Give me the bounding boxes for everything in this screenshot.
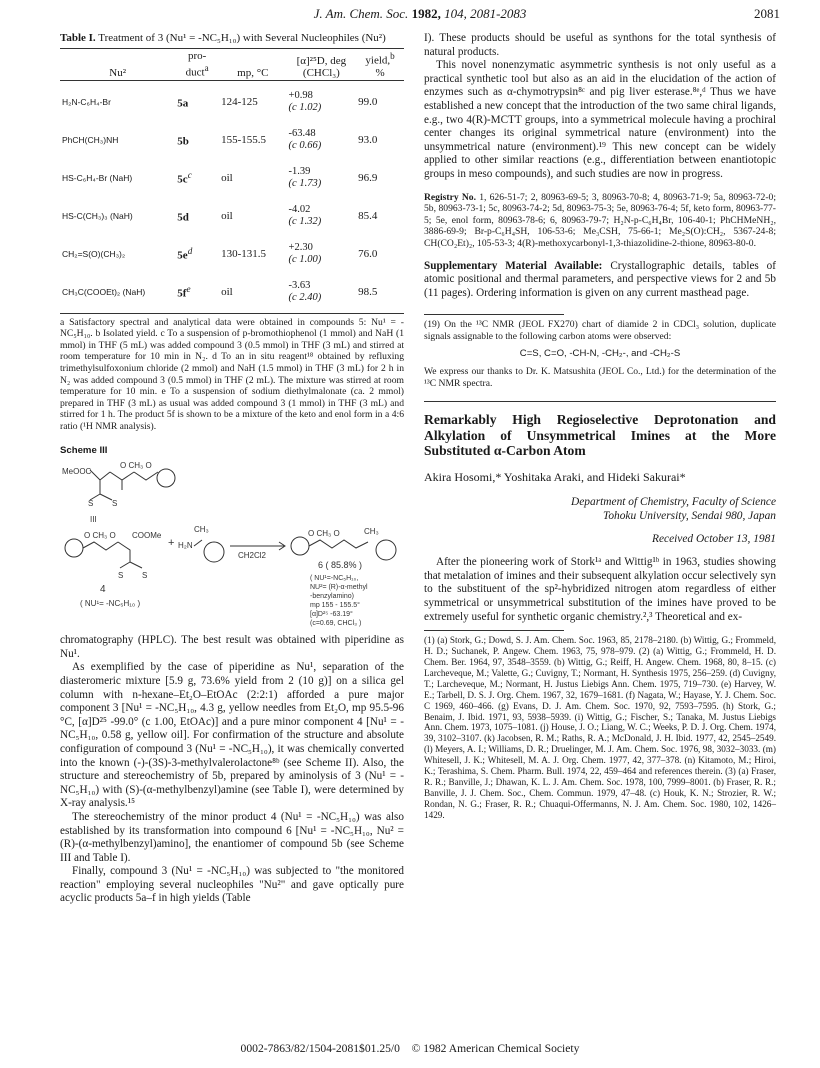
table-row [60,121,404,159]
nucleophile-structure: HS-C₆H₄-Br (NaH) [62,172,133,183]
product-id: $5c^c$ [177,169,192,186]
journal-year: 1982, [411,6,441,21]
affiliation: Department of Chemistry, Faculty of Science Tohoku University, Sendai 980, Japan [571,495,776,522]
body-paragraph: Finally, compound 3 (Nu¹ = -NC₅H₁₀) was subjected to "the monitored reaction" employing several nucleophiles "Nu²" and gave optically pure acyclic products 5a–f in high yields (Table [60,865,404,905]
yield-value: 76.0 [358,247,378,260]
melting-point: 155-155.5 [221,133,266,146]
registry-numbers: Registry No. 1, 626-51-7; 2, 80963-69-5; 3, 80963-70-8; 4, 80963-71-9; 5a, 80963-72-0; 5b, 80963-73-1; 5c, 80963-74-2; 5d, 80963-75-3; 5e, 80963-76-4; 5f, keto form, 80963-77-5; 5e, enol form, 80963-78-6; 6, 80963-79-7; H₂N-p-C₆H₄Br, 106-40-1; PhCHMeNH₂, 3886-69-9; Br-p-C₆H₄SH, 106-53-6; Me₃CSH, 75-66-1; Me₂S(O):CH₂, 5367-24-8; CH(CO₂Et)₂, 105-53-3; 4(R)-methoxycarbonyl-1,3-thiazolidine-2-thione, 80963-80-0. [424,191,776,249]
table-row [60,273,404,311]
body-paragraph: This novel nonenzymatic asymmetric synthesis is not only useful as a practical synthetic tool but also as an aid in the elucidation of the action of enzymes such as α-chymotrypsin⁸ᶜ and pig liver esterase.⁸ᵉ,ᵈ Thus we have established a new concept that the introduction of the two same chiral ligands, e.g., two 4(R)-MCTT groups, into a symmetrical molecule having a prochiral center changes its original symmetrical nature (environment) into the unsymmetrical nature (environment).¹⁹ This new concept can be widely applied to other similar reactions (e.g., differentiation between enantiotopic groups in meso compounds), and such studies are now in progress. [424,59,776,180]
melting-point: 124-125 [221,95,258,108]
yield-value: 98.5 [358,285,378,298]
nucleophile-structure: H₂N-C₆H₄-Br [62,96,111,107]
right-body-text [424,32,776,182]
table-row [60,197,404,235]
left-column [60,32,404,906]
optical-rotation: -4.02 (c 1.32) [288,203,322,227]
article-authors: Akira Hosomi,* Yoshitaka Araki, and Hideki Sakurai* [424,470,686,485]
table-1 [60,49,404,311]
product-id: 5a [177,97,189,110]
product-info-line: (c=0.69, CHCl₃ ) [310,620,362,628]
melting-point: oil [221,209,233,222]
melting-point: oil [221,171,233,184]
page-footer: 0002-7863/82/1504-2081$01.25/0 © 1982 American Chemical Society [240,1042,580,1055]
product-info-line: ( NU¹=-NC₅H₁₀, [310,575,359,583]
table-row [60,80,404,121]
body-paragraph: As exemplified by the case of piperidine as Nu¹, separation of the diasteromeric mixture [5.9 g, 73.6% yield from 2 (10 g)] on a silica gel column with n-hexane–Et₂O–EtOAc (2:2:1) afforded a pure major component 3 [Nu¹ = -NC₅H₁₀, 4.3 g, yellow needles from Et₂O, mp 95.5-96 °C, [α]D²⁵ -99.0° (c 1.00, EtOAc)] and a pure minor component 4 [Nu¹ = -NC₅H₁₀, 0.58 g, yellow oil]. For confirmation of the structure and absolute configuration of compound 3 (Nu¹ = -NC₅H₁₀), it was chemically converted into the known (-)-(3S)-3-methylvalerolactone⁸ᵇ (see Scheme II). Also, the structure and stereochemistry of 5b, prepared by aminolysis of 3 (Nu¹ = -NC₅H₁₀) with (S)-(α-methylbenzyl)amine (see Table I), were determined by X-ray analysis.¹⁵ [60,661,404,810]
acknowledgement: We express our thanks to Dr. K. Matsushita (JEOL Co., Ltd.) for the determination of the ¹³C NMR spectra. [424,366,776,389]
reagent-label: CH2Cl2 [238,551,267,561]
footnote-rule [424,314,564,315]
product-id: 5b [177,135,189,148]
scheme-iii-drawing [60,460,404,630]
column-header-product: pro-duct$^a$ [175,49,219,80]
column-header-yield: yield,$^b$ % [356,49,404,80]
svg-text:S: S [142,571,148,581]
table-row [60,159,404,197]
journal-volume: 104, [444,6,467,21]
body-paragraph: I). These products should be useful as synthons for the total synthesis of natural products. [424,32,776,58]
table-row [60,235,404,273]
product-info-line: NU²= (R)-α-methyl [310,584,368,592]
product-id: $5f^e$ [177,283,191,300]
journal-pages: 2081-2083 [470,6,527,21]
column-header-nu: Nu² [60,49,175,80]
nucleophile-structure: CH₃C(COOEt)₂ (NaH) [62,286,146,297]
optical-rotation: +0.98 (c 1.02) [288,89,322,113]
compound-4-label: 4 [100,584,106,596]
svg-text:S: S [88,499,94,509]
compound-3-label: III [90,515,97,525]
right-column [424,32,776,821]
refs-rule [424,630,564,631]
running-header [60,6,780,24]
yield-label: 6 ( 85.8% ) [318,560,363,571]
svg-text:+: + [168,537,175,550]
svg-text:O CH₃ O: O CH₃ O [120,461,152,471]
svg-text:CH₃: CH₃ [364,527,379,537]
references: (1) (a) Stork, G.; Dowd, S. J. Am. Chem. Soc. 1963, 85, 2178–2180. (b) Wittig, G.; Frommeld, H. D.; Suchanek, P. Angew. Chem. 1963, 75, 978–979. (2) (a) Wittig, G.; Frommeld, H. D. Chem. Ber. 1964, 97, 3548–3559. (b) Wittig, G.; Reiff, H. Angew. Chem. 1968, 80, 8–15. (c) Larcheveque, M.; Valette, G.; Cuvigny, T.; Normant, H. Synthesis 1975, 256–259. (d) Cuvigny, T.; Larcheveque, M.; Normant, H. Justus Liebigs Ann. Chem. 1975, 719–730. (e) Harvey, W. E.; Tarbell, D. S. J. Org. Chem. 1967, 32, 1679–1681. (f) Nagata, W.; Hayase, Y. J. Chem. Soc. C 1969, 460–466. (g) Evans, D. J. Am. Chem. Soc. 1970, 92, 7593–7595. (h) Stork, G.; Benaim, J. Ibid. 1971, 93, 5938–5939. (i) Wittig, G.; Fischer, S.; Tanaka, M. Justus Liebigs Ann. Chem. 1973, 1075–1081. (j) House, J. O.; Liang, W. C.; Weeks, P. D. J. Org. Chem. 1974, 39, 3102–3107. (k) Jacobsen, R. M.; Raths, R. A.; McDonald, J. H. Ibid. 1977, 42, 2545–2549. (l) Meyers, A. I.; Williams, D. R.; Druelinger, M. J. Am. Chem. Soc. 1976, 98, 3032–3033. (m) Whitesell, J. K.; Whitesell, M. A. J. Org. Chem. 1977, 42, 377–378. (n) Kitamoto, M.; Hiroi, K.; Terashima, S. Chem. Pharm. Bull. 1974, 22, 459–464 and references therein. (3) (a) Fraser, R. R.; Banville, J.; Dhawan, K. L. J. Am. Chem. Soc. 1978, 100, 7999–8001. (b) Fraser, R. R.; Banville, J. J. Chem. Soc., Chem. Commun. 1979, 47–48. (c) Houk, K. N.; Strozier, R. W.; Rondan, N. G.; Fraser, R. R.; Chuaqui-Offermanns, N. J. Am. Chem. Soc. 1980, 102, 1426–1429. [424,635,776,820]
scheme-iii [60,460,404,630]
yield-value: 85.4 [358,209,378,222]
melting-point: oil [221,285,233,298]
svg-text:COOMe: COOMe [132,531,162,541]
scheme-title: Scheme III [60,444,108,456]
product-info-line: -benzylamino) [310,593,354,601]
product-info-line: [α]D²⁵ -63.19° [310,611,353,619]
svg-text:O CH₃ O: O CH₃ O [84,531,116,541]
column-header-mp: mp, °C [219,49,286,80]
supplementary-material: Supplementary Material Available: Crystallographic details, tables of atomic positional and thermal parameters, and perspective views for 2 and 5b (11 pages). Ordering information is given on any current masthead page. [424,259,777,299]
svg-text:O CH₃ O: O CH₃ O [308,529,340,539]
yield-value: 99.0 [358,95,378,108]
article-separator [424,401,776,402]
product-id: $5e^d$ [177,245,193,262]
melting-point: 130-131.5 [221,247,266,260]
svg-text:H₂N: H₂N [178,541,193,551]
optical-rotation: -63.48 (c 0.66) [288,127,322,151]
article-title: Remarkably High Regioselective Deprotonation and Alkylation of Unsymmetrical Imines at the More Substituted α-Carbon Atom [424,412,776,459]
svg-text:S: S [112,499,118,509]
left-body-text [60,634,404,906]
product-id: 5d [177,211,189,224]
footnote-19: (19) On the ¹³C NMR (JEOL FX270) chart of diamide 2 in CDCl₃ solution, duplicate signals assignable to the following carbon atoms were observed: [424,319,776,342]
article-intro: After the pioneering work of Stork¹ᵃ and Wittig¹ᵇ in 1963, studies showing that metalation of imines and their subsequent alkylation occur selectively syn to the substituent of the sp²-hybridized nitrogen atom regardless of either symmetrical or unsymmetrical substitution of the imines have proved to be extremely useful for synthetic organic chemistry.²,³ Theoretical and ex- [424,556,776,623]
svg-text:CH₃: CH₃ [194,525,209,535]
svg-text:MeOOC: MeOOC [62,467,92,477]
optical-rotation: +2.30 (c 1.00) [288,241,322,265]
product-info-line: mp 155 - 155.5° [310,602,360,610]
received-date: Received October 13, 1981 [652,532,776,545]
table-caption: Table I. Treatment of 3 (Nu¹ = -NC₅H₁₀) with Several Nucleophiles (Nu²) [60,32,386,44]
body-paragraph: The stereochemistry of the minor product 4 (Nu¹ = -NC₅H₁₀) was also established by its transformation into compound 6 [Nu¹ = -NC₅H₁₀, Nu² = (R)-(α-methylbenzyl)amino], the enantiomer of compound 5b (see Scheme III and Table I). [60,810,404,864]
nucleophile-structure: CH₂=S(O)(CH₃)₂ [62,248,126,259]
yield-value: 96.9 [358,171,378,184]
page-number: 2081 [754,6,780,21]
nucleophile-structure: PhCH(CH₃)NH [62,134,119,145]
svg-text:S: S [118,571,124,581]
footnote-19-formula: C=S, C=O, -CH-N, -CH₂-, and -CH₂-S [519,348,681,360]
column-header-rotation: [α]²⁵D, deg (CHCl₃) [287,49,357,80]
table-bottom-rule [60,313,404,314]
nucleophile-structure: HS-C(CH₃)₃ (NaH) [62,210,133,221]
optical-rotation: -3.63 (c 2.40) [288,279,322,303]
compound-4-nu: ( NU¹= -NC₅H₁₀ ) [80,599,141,609]
table-footnote: a Satisfactory spectral and analytical data were obtained in compounds 5: Nu¹ = -NC₅H₁₀. b Isolated yield. c To a suspension of p-bromothiophenol (1 mmol) and NaH (1 mmol) in THF (5 mL) was added compound 3 (0.5 mmol) in THF (3 mL) and stirred at room temperature for 10 min in N₂. d To an in situ reagent¹⁸ obtained by refluxing trimethylsulfoxonium chloride (2 mmol) and NaH (1.5 mmol) in THF (3 mL) for 2 h in N₂ was added compound 3 (0.5 mmol) in THF (2 mL). The mixture was stirred at room temperature for 10 min. e To a suspension of sodium diethylmalonate (ca. 2 mmol) prepared in THF (3 mL) as usual was added compound 3 (1 mmol) in THF (3 mL) and stirred for 1 h. The product 5f is shown to be a mixture of the keto and enol form in a 4:6 ratio (¹H NMR analysis). [60,316,404,432]
journal-name: J. Am. Chem. Soc. [313,6,409,21]
yield-value: 93.0 [358,133,378,146]
body-paragraph: chromatography (HPLC). The best result was obtained with piperidine as Nu¹. [60,634,404,660]
optical-rotation: -1.39 (c 1.73) [288,165,322,189]
